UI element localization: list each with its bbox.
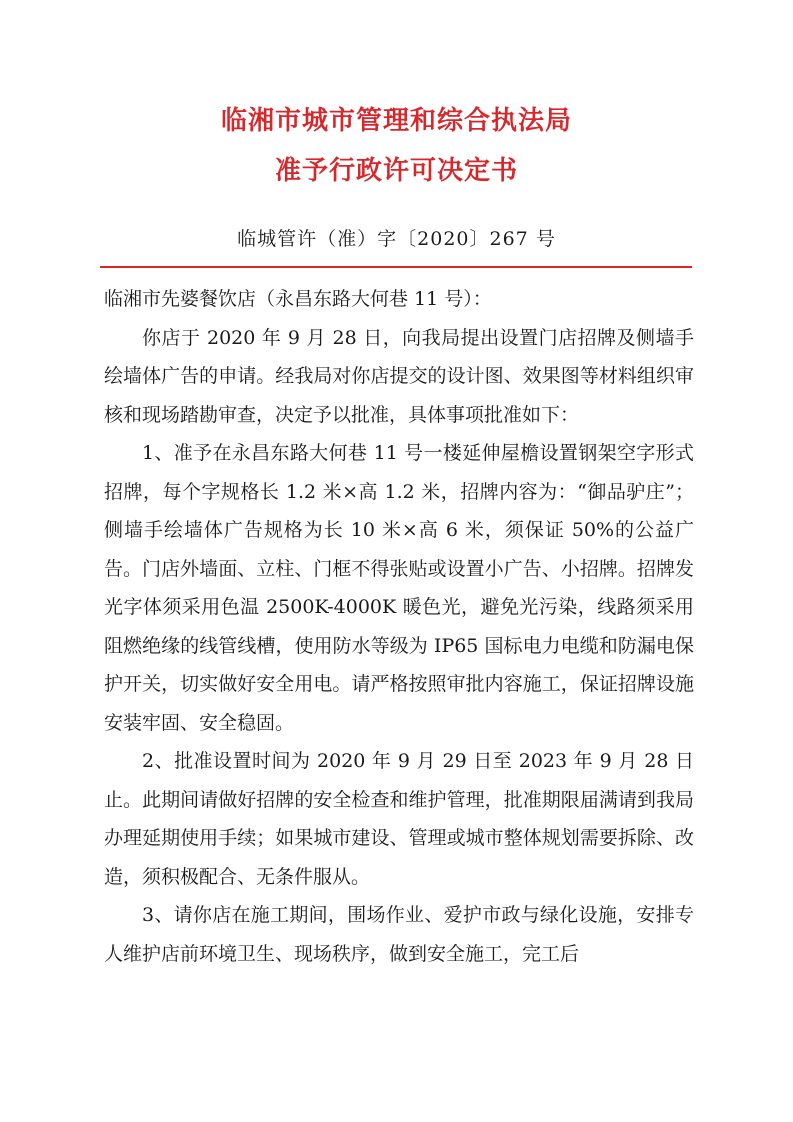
- addressee: 临湘市先婆餐饮店（永昌东路大何巷 11 号）：: [104, 288, 492, 310]
- item-2-paragraph: 2、批准设置时间为 2020 年 9 月 29 日至 2023 年 9 月 28 日止。此期间请做好招牌的安全检查和维护管理，批准期限届满请到我局办理延期使用手续；如果城市建设、管理或城市整体规划需要拆除、改造，须积极配合、无条件服从。: [104, 750, 694, 888]
- item-3-paragraph: 3、请你店在施工期间，围场作业、爱护市政与绿化设施，安排专人维护店前环境卫生、现场秩序，做到安全施工，完工后: [104, 904, 694, 965]
- document-number: 临城管许（准）字〔2020〕267 号: [237, 228, 556, 250]
- intro-paragraph: 你店于 2020 年 9 月 28 日，向我局提出设置门店招牌及侧墙手绘墙体广告的申请。经我局对你店提交的设计图、效果图等材料组织审核和现场踏勘审查，决定予以批准，具体事项批准如下：: [104, 326, 694, 426]
- document-title: 准予行政许可决定书: [274, 156, 518, 186]
- item-1-paragraph: 1、准予在永昌东路大何巷 11 号一楼延伸屋檐设置钢架空字形式招牌，每个字规格长 1.2 米×高 1.2 米，招牌内容为：“御品驴庄”；侧墙手绘墙体广告规格为长 10 米×高 6 米，须保证 50%的公益广告。门店外墙面、立柱、门框不得张贴或设置小广告、小招牌。招牌发光字体须采用色温 2500K-4000K 暖色光，避免光污染，线路须采用阻燃绝缘的线管线槽，使用防水等级为 IP65 国标电力电缆和防漏电保护开关，切实做好安全用电。请严格按照审批内容施工，保证招牌设施安装牢固、安全稳固。: [104, 442, 694, 734]
- red-divider: [100, 266, 692, 268]
- org-title: 临湘市城市管理和综合执法局: [220, 106, 572, 136]
- document-body: [104, 280, 694, 973]
